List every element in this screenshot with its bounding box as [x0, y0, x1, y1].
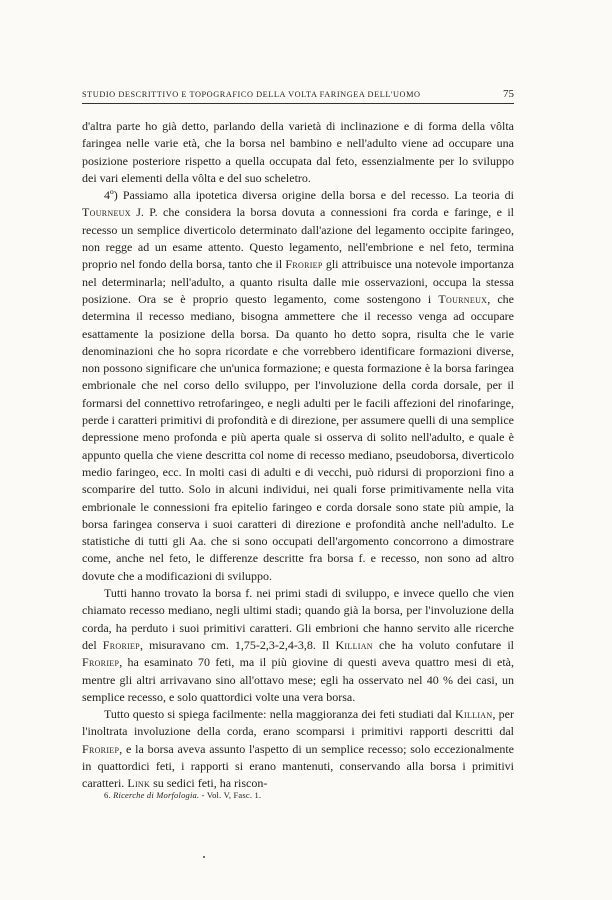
- paragraph: [82, 585, 514, 706]
- text-run: , ha esaminato 70 feti, ma il più giovine di questi aveva quattro mesi di età, mentre gli altri arrivavano sino all'ottavo mese; egli ha osservato nel 40 % dei casi, un semplice recesso, e solo quattordici volte una vera borsa.: [82, 655, 514, 704]
- footer-signature: [104, 790, 261, 800]
- paragraph: [82, 187, 514, 585]
- page-number: 75: [503, 88, 514, 100]
- text-run: , che determina il recesso mediano, bisogna ammettere che il recesso venga ad occupare esattamente la posizione della borsa. Da quanto ho detto sopra, risulta che le varie denominazioni che ho sopra ricordate e che vorrebbero identificare formazioni diverse, non possono significare che un'unica formazione; e questa formazione è la borsa faringea embrionale che nel corso dello sviluppo, per l'involuzione della corda dorsale, per il formarsi del connettivo retrofaringeo, e negli adulti per le facili affezioni del rinofaringe, perde i caratteri primitivi di profondità e di direzione, per assumere quelli di una semplice depressione meno profonda e più aperta quale si osserva di solito nell'adulto, e quale è appunto quella che viene descritta col nome di recesso mediano, pseudoborsa, diverticolo medio faringeo, ecc. In molti casi di adulti e di vecchi, può ridursi di proporzioni fino a scomparire del tutto. Solo in alcuni individui, nei quali forse primitivamente nella vita embrionale le connessioni fra epitelio faringeo e corda dorsale sono state più ampie, la borsa faringea conserva i suoi caratteri di direzione e profondità anche nell'adulto. Le statistiche di tutti gli Aa. che si sono occupati dell'argomento concorrono a dimostrare come, anche nel feto, le differenze descritte fra borsa f. e recesso, non sono ad altro dovute che a modificazioni di sviluppo.: [82, 291, 514, 583]
- author-name: Froriep: [82, 655, 120, 670]
- text-run: Tutto questo si spiega facilmente: nella maggioranza dei feti studiati dal: [104, 707, 456, 722]
- footer-number: 6.: [104, 790, 111, 800]
- author-name: Tourneux: [438, 291, 488, 306]
- body-text: [82, 118, 514, 793]
- author-name: Tourneux: [82, 205, 131, 220]
- author-name: Link: [127, 776, 151, 791]
- footer-volume: - Vol. V, Fasc. 1.: [201, 790, 262, 800]
- text-run: , e la borsa aveva assunto l'aspetto di un semplice recesso; solo eccezionalmente in quattordici feti, i rapporti si erano mantenuti, conservando alla borsa i primitivi caratteri.: [82, 741, 514, 791]
- paragraph: [82, 706, 514, 792]
- text-run: , per l'inoltrata involuzione della corda, erano scomparsi i primitivi rapporti descritti dal: [82, 707, 515, 739]
- author-name: Killian: [335, 637, 373, 652]
- text-run: , misuravano cm. 1,75-2,3-2,4-3,8. Il: [140, 637, 336, 652]
- text-run: che ha voluto confutare il: [372, 637, 514, 652]
- paragraph: [82, 118, 514, 187]
- page-speck: [203, 856, 205, 858]
- text-run: J. P. che considera la borsa dovuta a connessioni fra corda e faringe, e il recesso un semplice diverticolo determinato dall'azione del legamento occipite faringeo, non regge ad un esame attento. Questo legamento, nell'embrione e nel feto, termina proprio nel fondo della borsa, tanto che il: [82, 205, 514, 272]
- running-title: STUDIO DESCRITTIVO E TOPOGRAFICO DELLA VOLTA FARINGEA DELL'UOMO: [82, 90, 421, 99]
- footer-journal: Ricerche di Morfologia.: [113, 790, 200, 800]
- running-header: [82, 88, 514, 104]
- text-run: su sedici feti, ha riscon-: [150, 776, 268, 791]
- text-run: gli attribuisce una notevole importanza nel determinarla; nell'adulto, a quanto risulta dalle mie osservazioni, occupa la stessa posizione. Ora se è proprio questo legamento, come sostengono i: [82, 257, 515, 306]
- text-run: 4º) Passiamo alla ipotetica diversa origine della borsa e del recesso. La teoria di: [104, 188, 514, 203]
- text-run: d'altra parte ho già detto, parlando della varietà di inclinazione e di forma della vôlta faringea nelle varie età, che la borsa nel bambino e nell'adulto viene ad occupare una posizione posteriore rispetto a quella occupata dal feto, essenzialmente per lo sviluppo dei vari elementi della vôlta e del suo scheletro.: [82, 119, 514, 185]
- author-name: Froriep: [285, 257, 323, 272]
- text-run: Tutti hanno trovato la borsa f. nei primi stadi di sviluppo, e invece quello che vien chiamato recesso mediano, negli ultimi stadi; quando già la borsa, per l'involuzione della corda, ha perduto i suoi primitivi caratteri. Gli embrioni che hanno servito alle ricerche del: [82, 586, 514, 652]
- author-name: Killian: [455, 707, 493, 722]
- author-name: Froriep: [82, 741, 120, 756]
- author-name: Froriep: [102, 637, 140, 652]
